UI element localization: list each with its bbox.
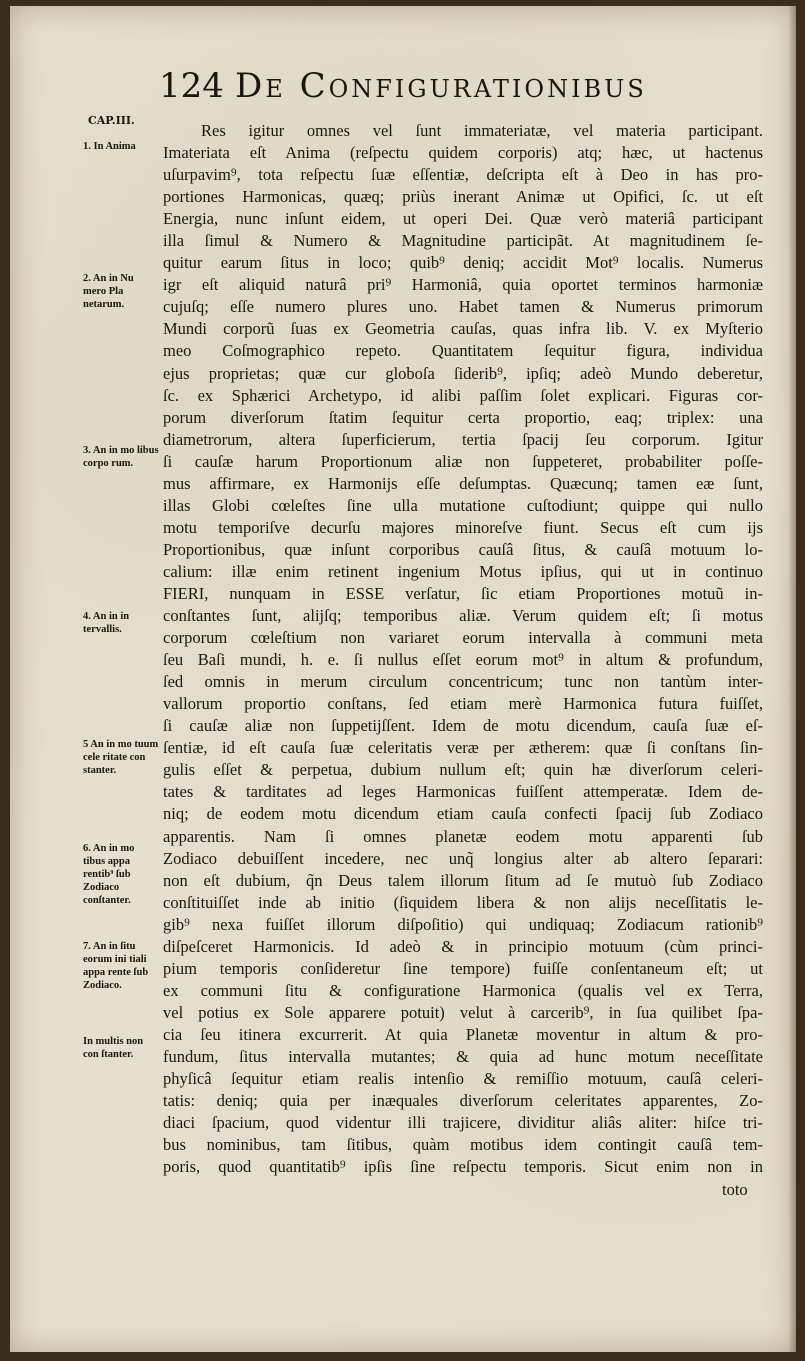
page-number: 124 [159, 66, 224, 106]
catchword: toto [722, 1180, 748, 1199]
margin-note: 2. An in Nu mero Pla netarum. [83, 273, 134, 310]
text-line: Energia, nunc inſunt eidem, ut operi Dei. Quæ verò materiâ participant [163, 209, 763, 229]
text-line: illas Globi cœleſtes ſine ulla mutatione cuſtodiunt; quippe qui nullo [163, 495, 763, 515]
text-line: niq; de eodem motu dicendum etiam cauſa confecti ſpacij ſub Zodiaco [163, 804, 763, 824]
text-line: fundum, ſitus intervalla mutantes; & quia ad hunc motum neceſſitate [163, 1046, 763, 1066]
text-line: mus affirmare, ex Harmonijs eſſe deſumptas. Quæcunq; tamen eæ ſunt, [163, 473, 763, 493]
text-line: ex communi ſitu & configuratione Harmonica (qualis vel ex Terra, [163, 980, 763, 1000]
text-line: bus nominibus, tam ſitibus, quàm motibus idem contingit cauſâ tem- [163, 1135, 763, 1155]
running-title: De Configurationibus [235, 66, 647, 106]
text-line: gulis eſſet & perpetua, dubium nullum eſt; quin hæ diverſorum celeri- [163, 760, 763, 780]
text-line: portiones Harmonicas, quæq; priùs inerant Animæ ut Opifici, ſc. ut eſt [163, 187, 763, 207]
margin-note: 4. An in in tervallis. [83, 611, 130, 635]
text-line: ſed omnis in merum circulum concentricum; tunc non tantùm inter- [163, 672, 763, 692]
text-line: quitur earum ſitus in loco; quib⁹ deniq; accidit Mot⁹ localis. Numerus [163, 253, 763, 273]
text-line: conſtantes ſunt, alijſq; temporibus aliæ. Verum quidem eſt; ſi motus [163, 606, 763, 626]
page-edge-shadow [788, 6, 796, 1352]
text-line: ſentiæ, id eſt cauſa ſuæ celeritatis veræ per ætherem: quæ ſi conſtans ſin- [163, 738, 763, 758]
text-line: Zodiaco debuiſſent incedere, nec unq̃ longius alter ab altero ſeparari: [163, 848, 763, 868]
text-line: Proportionibus, quæ inſunt corporibus cauſâ ſitus, & cauſâ motuum lo- [163, 539, 763, 559]
text-line: poris, quod quantitatib⁹ ipſis ſine reſpectu temporis. Sicut enim non in [163, 1157, 763, 1177]
text-line: cia ſeu itinera excurrerit. At quia Planetæ moventur in altum & pro- [163, 1024, 763, 1044]
text-line: meo Coſmographico repeto. Quantitatem ſequitur figura, individua [163, 341, 763, 361]
text-line: uſurpavim⁹, tota reſpectu ſuæ eſſentiæ, deſcripta eſt à Deo in has pro- [163, 165, 763, 185]
text-line: illa ſimul & Numero & Magnitudine participãt. At magnitudinem ſe- [163, 231, 763, 251]
margin-note: 5 An in mo tuum cele ritate con stanter. [83, 739, 159, 776]
text-line: ſi cauſæ harum Proportionum aliæ non ſuppeteret, probabiliter poſſe- [163, 451, 763, 471]
text-line: Res igitur omnes vel ſunt immateriatæ, vel materia participant. [201, 121, 763, 140]
margin-note: In multis non con ſtanter. [83, 1036, 144, 1060]
text-line: igr eſt aliquid naturâ pri⁹ Harmoniâ, quia oportet terminos harmoniæ [163, 275, 763, 295]
text-line: calium: illæ enim retinent ingenium Motus ipſius, qui ut in continuo [163, 561, 763, 581]
text-line: Imateriata eſt Anima (reſpectu quidem corporis) atq; hæc, ut hactenus [163, 143, 763, 163]
text-line [163, 1178, 763, 1200]
text-line: gib⁹ nexa fuiſſet illorum diſpoſitio) qui undiquaq; Zodiacum rationib⁹ [163, 914, 763, 934]
text-line: non eſt dubium, q̃n Deus talem illorum ſitum ad ſe mutuò ſub Zodiaco [163, 870, 763, 890]
text-line: ſi cauſæ aliæ non ſuppetijſſent. Idem de motu dicendum, cauſa ſuæ eſ- [163, 716, 763, 736]
text-line: pium temporis conſideretur ſine tempore) fuiſſe conſentaneum eſt; ut [163, 958, 763, 978]
page-header [159, 62, 719, 112]
margin-note: 3. An in mo libus corpo rum. [83, 445, 159, 469]
text-line: ejus proprietas; quæ cur globoſa ſiderib⁹, ipſiq; adeò Mundo deberetur, [163, 363, 763, 383]
body-text [163, 120, 763, 1200]
text-line: vel potius ex Sole apparere potuit) velut à carcerib⁹, in ſua quilibet ſpa- [163, 1002, 763, 1022]
text-line: vallorum proportio conſtans, ſed etiam merè Harmonica futura fuiſſet, [163, 694, 763, 714]
text-line: tatis: deniq; quia per inæquales diverſorum celeritates apparentes, Zo- [163, 1091, 763, 1111]
text-line: tates & tarditates ad leges Harmonicas fuiſſent attemperatæ. Idem de- [163, 782, 763, 802]
text-line: ſc. ex Sphærici Archetypo, id alibi paſſim ſolet explicari. Figuras cor- [163, 385, 763, 405]
text-line: diaci ſpacium, quod videntur illi trajicere, dividitur aliâs aliter: hiſce tri- [163, 1113, 763, 1133]
text-line: conſtituiſſet inde ab initio (ſiquidem libera & non alijs neceſſitatis le- [163, 892, 763, 912]
text-line: ſeu Baſi mundi, h. e. ſi nullus eſſet eorum mot⁹ in altum & profundum, [163, 650, 763, 670]
text-line: Mundi corporũ ſuas ex Geometria cauſas, quas infra lib. V. ex Myſterio [163, 319, 763, 339]
margin-note: 1. In Anima [83, 141, 136, 152]
text-line: diſpeſceret Harmonicis. Id adeò & in principio motuum (cùm princi- [163, 936, 763, 956]
text-line: diametrorum, altera ſuperficierum, tertia ſpacij ſeu corporum. Igitur [163, 429, 763, 449]
text-line: motu temporiſve decurſu majores minoreſve fiunt. Secus eſt cum ijs [163, 517, 763, 537]
text-line: porum diverſorum ſtatim ſequitur certa proportio, eaq; triplex: una [163, 407, 763, 427]
margin-note: 7. An in ſitu eorum ini tiali appa rente ſub Zodiaco. [83, 941, 149, 991]
text-line: corporum cœleſtium non variaret eorum intervalla à communi meta [163, 628, 763, 648]
margin-note: 6. An in mo tibus appa rentib⁹ ſub Zodiaco conſtanter. [83, 843, 135, 906]
text-line: cujuſq; eſſe numero plures uno. Habet tamen & Numerus primorum [163, 297, 763, 317]
chapter-label: CAP.III. [88, 114, 135, 127]
text-line: FIERI, nunquam in ESSE verſatur, ſic etiam Proportiones motuũ in- [163, 583, 763, 603]
text-line: apparentis. Nam ſi omnes planetæ eodem motu apparenti ſub [163, 826, 763, 846]
text-line: phyſicâ ſequitur etiam realis intenſio & remiſſio motuum, cauſâ celeri- [163, 1069, 763, 1089]
